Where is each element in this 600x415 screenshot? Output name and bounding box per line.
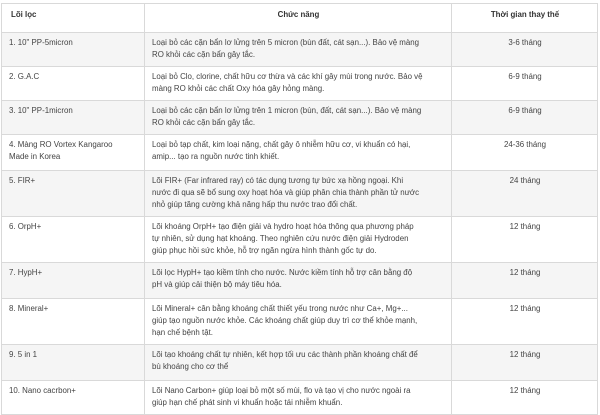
table-row [2,33,598,67]
filter-name-cell [2,171,145,217]
table-row [2,345,598,381]
filter-name-cell [2,101,145,135]
filter-function-line: hạn chế bệnh tật. [152,328,213,337]
filter-name-cell [2,263,145,299]
filter-name-cell [2,33,145,67]
filter-name-line: 1. 10" PP-5micron [9,38,73,47]
table-row [2,299,598,345]
filter-function-line: pH và giúp cải thiện bộ máy tiêu hóa. [152,280,282,289]
filter-function-line: nhỏ giúp tăng cường khả năng hấp thu nước trao đổi chất. [152,200,358,209]
filter-function-cell [145,101,452,135]
filter-function-line: Loại bỏ Clo, clorine, chất hữu cơ thừa và các khí gây mùi trong nước. Bảo vệ [152,72,423,81]
table-row [2,217,598,263]
filter-name-line: 5. FIR+ [9,176,36,185]
filter-function-cell [145,217,452,263]
filter-function-line: Lõi FIR+ (Far infrared ray) có tác dụng tương tự bức xạ hồng ngoại. Khi [152,176,404,185]
replacement-time-cell: 12 tháng [452,217,598,263]
table-row [2,67,598,101]
filter-name-cell [2,345,145,381]
filter-function-line: Loại bỏ tạp chất, kim loại nặng, chất gây ô nhiễm hữu cơ, vi khuẩn có hại, [152,140,411,149]
replacement-time-cell: 12 tháng [452,345,598,381]
filter-function-cell [145,171,452,217]
filter-name-line: 4. Màng RO Vortex Kangaroo [9,140,113,149]
filter-function-cell [145,263,452,299]
filter-function-line: nước đi qua sẽ bổ sung oxy hoạt hóa và giúp phân chia thành phần tử nước [152,188,420,197]
filter-name-cell [2,135,145,171]
filter-function-line: Lõi khoáng OrpH+ tạo điện giải và hydro hoạt hóa thông qua phương pháp [152,222,414,231]
filter-function-cell [145,67,452,101]
filter-name-line: 6. OrpH+ [9,222,42,231]
filter-name-cell [2,67,145,101]
header-replacement-time: Thời gian thay thế [452,4,598,33]
replacement-time-cell: 6-9 tháng [452,67,598,101]
filter-name-line: 10. Nano cacrbon+ [9,386,76,395]
filter-function-line: Lõi Nano Carbon+ giúp loại bỏ một số mùi, flo và tạo vị cho nước ngoài ra [152,386,411,395]
filter-name-line: 9. 5 in 1 [9,350,38,359]
filter-function-line: Loại bỏ các cặn bẩn lơ lửng trên 5 micron (bùn đất, cát sạn...). Bảo vệ màng [152,38,420,47]
table-header-row [2,4,598,33]
filter-function-line: bù khoáng cho cơ thể [152,362,229,371]
filter-name-line: 2. G.A.C [9,72,40,81]
replacement-time-cell: 6-9 tháng [452,101,598,135]
filter-name-line: 8. Mineral+ [9,304,49,313]
filter-function-line: Lõi Mineral+ cân bằng khoáng chất thiết yếu trong nước như Ca+, Mg+... [152,304,408,313]
filter-name-cell [2,381,145,415]
replacement-time-cell: 24 tháng [452,171,598,217]
table-row [2,101,598,135]
table-row [2,171,598,217]
filter-function-line: giúp tạo nguồn nước khỏe. Các khoáng chất giúp duy trì cơ thể khỏe mạnh, [152,316,418,325]
filter-function-line: Lõi lọc HypH+ tạo kiềm tính cho nước. Nước kiềm tính hỗ trợ cân bằng độ [152,268,413,277]
filter-function-cell [145,345,452,381]
filter-function-line: amip... tạo ra nguồn nước tinh khiết. [152,152,280,161]
header-filter: Lõi lọc [2,4,145,33]
filter-function-line: RO khỏi các cặn bẩn gây tắc. [152,50,256,59]
replacement-time-cell: 24-36 tháng [452,135,598,171]
table-row [2,381,598,415]
filter-function-line: RO khỏi các cặn bẩn gây tắc. [152,118,256,127]
filter-function-cell [145,33,452,67]
filter-name-line: 7. HypH+ [9,268,43,277]
filter-function-line: giúp phục hồi sức khỏe, hỗ trợ ngăn ngừa hình thành gốc tự do. [152,246,377,255]
header-function: Chức năng [145,4,452,33]
filter-function-line: tự nhiên, sử dụng hạt khoáng. Theo nghiên cứu nước điện giải Hydroden [152,234,409,243]
filter-function-line: Lõi tạo khoáng chất tự nhiên, kết hợp tối ưu các thành phần khoáng chất để [152,350,418,359]
filter-name-cell [2,299,145,345]
filter-function-line: Loại bỏ các cặn bẩn lơ lửng trên 1 micron (bùn, đất, cát sạn...). Bảo vệ màng [152,106,422,115]
table-row [2,263,598,299]
filter-function-cell [145,299,452,345]
filter-table [1,3,598,415]
table-body [2,33,598,415]
filter-function-line: màng RO khỏi các chất Oxy hóa gây hỏng màng. [152,84,325,93]
replacement-time-cell: 3-6 tháng [452,33,598,67]
filter-function-cell [145,135,452,171]
replacement-time-cell: 12 tháng [452,381,598,415]
filter-name-cell [2,217,145,263]
filter-name-line: 3. 10" PP-1micron [9,106,73,115]
table-row [2,135,598,171]
replacement-time-cell: 12 tháng [452,263,598,299]
replacement-time-cell: 12 tháng [452,299,598,345]
filter-name-line: Made in Korea [9,152,61,161]
filter-function-line: giúp hạn chế phát sinh vi khuẩn hoặc tái nhiễm khuẩn. [152,398,343,407]
filter-function-cell [145,381,452,415]
